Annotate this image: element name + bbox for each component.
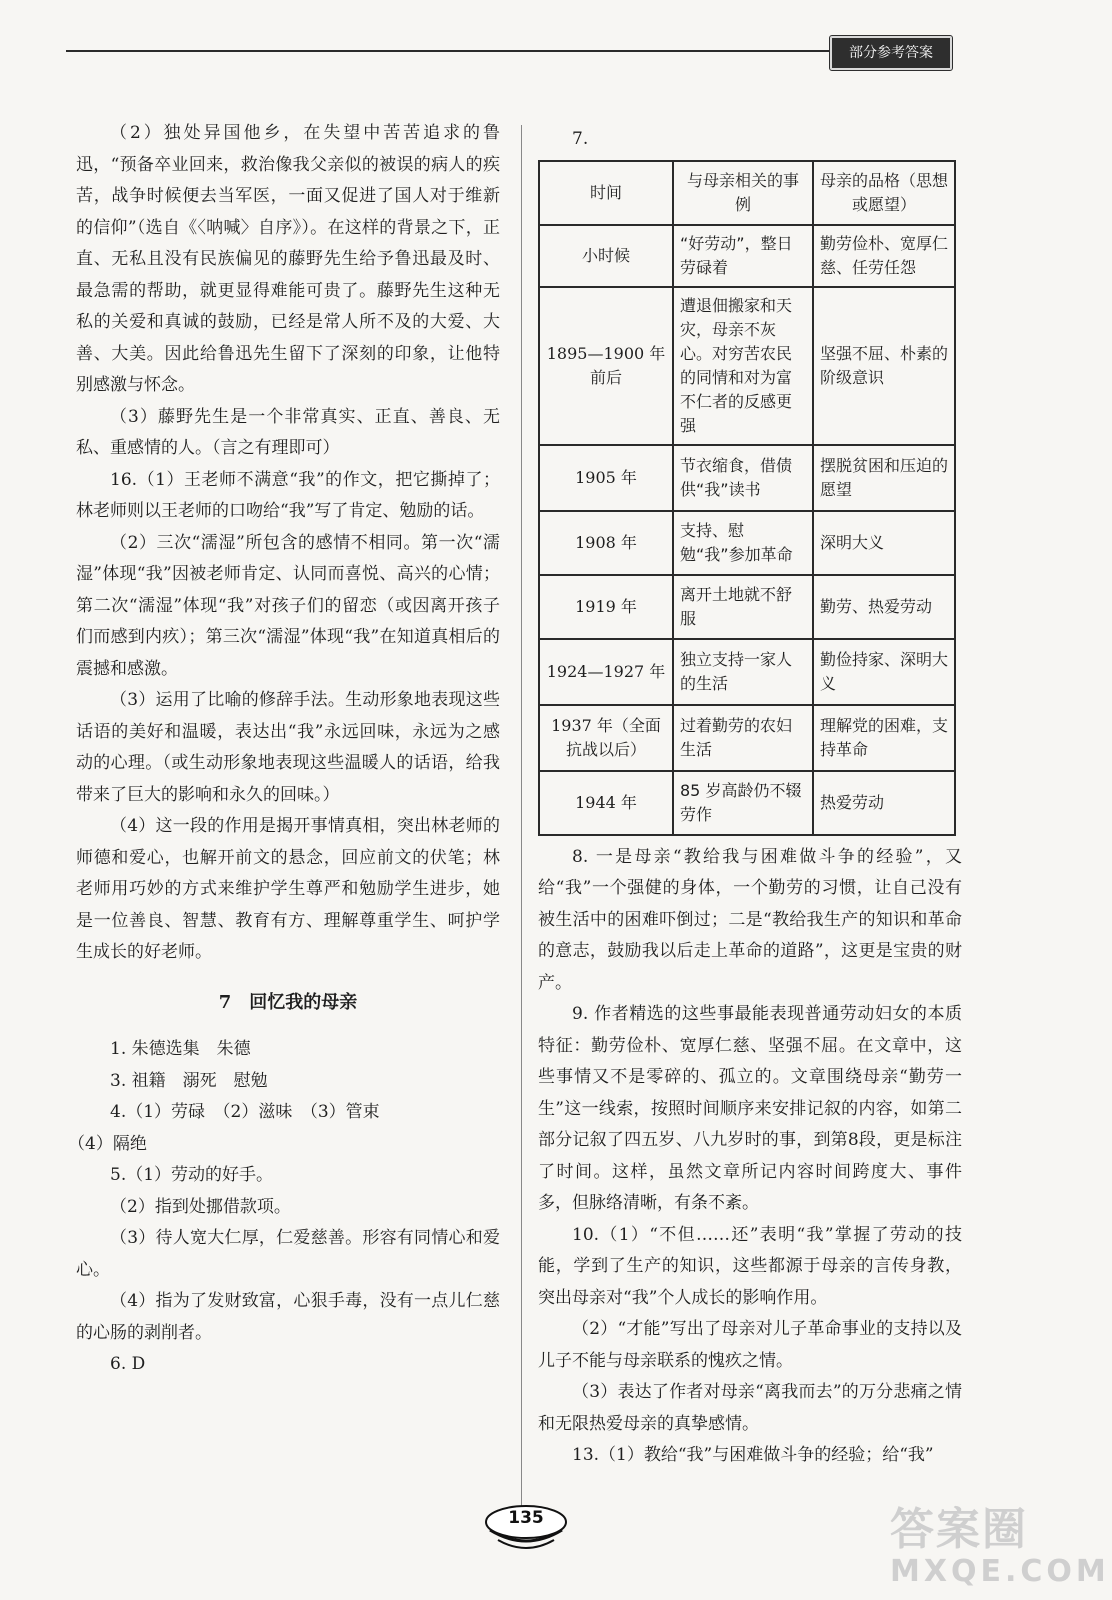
table-cell: 1919 年 (539, 575, 673, 639)
answer-line: （2）指到处挪借款项。 (110, 1196, 291, 1217)
answer-paragraph: 13.（1）教给“我”与困难做斗争的经验；给“我” (572, 1445, 934, 1465)
answer-paragraph: 16.（1）王老师不满意“我”的作文，把它撕掉了；林老师则以王老师的口吻给“我”写了肯定、勉励的话。 (76, 469, 500, 521)
left-column (68, 118, 500, 1381)
answer-paragraph: 8. 一是母亲“教给我与困难做斗争的经验”，又给“我”一个强健的身体，一个勤劳的习惯，让自己没有被生活中的困难吓倒过；二是“教给我生产的知识和革命的意志，鼓励我以后走上革命的道路”，这更是宝贵的财产。 (538, 846, 962, 993)
table-cell: 1937 年（全面抗战以后） (539, 705, 673, 771)
table-row (539, 575, 955, 639)
table-row (539, 445, 955, 511)
answer-line: 4.（1）劳碌 （2）滋味 （3）管束 (110, 1102, 380, 1122)
question-7-label: 7. (572, 129, 589, 149)
table-cell: 小时候 (539, 225, 673, 287)
table-cell: 勤劳、热爱劳动 (813, 575, 955, 639)
watermark (890, 1504, 1110, 1595)
column-divider (521, 125, 522, 1510)
table-header-row (539, 161, 955, 225)
table-cell: 1905 年 (539, 445, 673, 511)
table-cell: 摆脱贫困和压迫的愿望 (813, 445, 955, 511)
page-number: 135 (508, 1508, 544, 1528)
table-cell: 1895—1900 年前后 (539, 287, 673, 445)
answer-line: 3. 祖籍 溺死 慰勉 (110, 1070, 268, 1091)
answer-line: （3）待人宽大仁厚，仁爱慈善。形容有同情心和爱心。 (76, 1228, 500, 1280)
watermark-url: MXQE.COM (890, 1554, 1110, 1589)
answer-line: 1. 朱德选集 朱德 (110, 1039, 251, 1059)
table-row (539, 225, 955, 287)
table-cell: 独立支持一家人的生活 (673, 639, 813, 705)
table-header-cell: 母亲的品格（思想或愿望） (813, 161, 955, 225)
table-cell: 节衣缩食，借债供“我”读书 (673, 445, 813, 511)
section-title: 7 回忆我的母亲 (218, 991, 358, 1013)
table-cell: 离开土地就不舒服 (673, 575, 813, 639)
table-row (539, 287, 955, 445)
answer-line: 6. D (110, 1354, 146, 1374)
answer-paragraph: 10.（1）“不但……还”表明“我”掌握了劳动的技能，学到了生产的知识，这些都源于母亲的言传身教，突出母亲对“我”个人成长的影响作用。 (538, 1224, 962, 1308)
table-cell: 深明大义 (813, 511, 955, 575)
table-cell: 1924—1927 年 (539, 639, 673, 705)
watermark-title: 答案圈 (890, 1504, 1028, 1555)
header-rule (66, 50, 932, 52)
table-header-cell: 与母亲相关的事例 (673, 161, 813, 225)
table-cell: 过着勤劳的农妇生活 (673, 705, 813, 771)
table-cell: “好劳动”，整日劳碌着 (673, 225, 813, 287)
table-cell: 坚强不屈、朴素的阶级意识 (813, 287, 955, 445)
right-column (538, 118, 962, 1472)
table-cell: 支持、慰勉“我”参加革命 (673, 511, 813, 575)
answer-line: 5.（1）劳动的好手。 (110, 1165, 274, 1185)
table-cell: 1908 年 (539, 511, 673, 575)
table-cell: 勤劳俭朴、宽厚仁慈、任劳任怨 (813, 225, 955, 287)
table-cell: 热爱劳动 (813, 771, 955, 835)
answer-paragraph: （2）三次“濡湿”所包含的感情不相同。第一次“濡湿”体现“我”因被老师肯定、认同而喜悦、高兴的心情；第二次“濡湿”体现“我”对孩子们的留恋（或因离开孩子们而感到内疚）；第三次“濡湿”体现“我”在知道真相后的震撼和感激。 (76, 532, 500, 679)
table-cell: 遭退佃搬家和天灾，母亲不灰心。对穷苦农民的同情和对为富不仁者的反感更强 (673, 287, 813, 445)
answer-paragraph: （2）独处异国他乡，在失望中苦苦追求的鲁迅，“预备卒业回来，救治像我父亲似的被误的病人的疾苦，战争时候便去当军医，一面又促进了国人对于维新的信仰”（选自《〈呐喊〉自序》）。在这样的背景之下，正直、无私且没有民族偏见的藤野先生给予鲁迅最及时、最急需的帮助，就更显得难能可贵了。藤野先生这种无私的关爱和真诚的鼓励，已经是常人所不及的大爱、大善、大美。因此给鲁迅先生留下了深刻的印象，让他特别感激与怀念。 (76, 123, 500, 395)
table-cell: 勤俭持家、深明大义 (813, 639, 955, 705)
header-section-tab: 部分参考答案 (830, 36, 952, 70)
table-row (539, 705, 955, 771)
answer-paragraph: （3）表达了作者对母亲“离我而去”的万分悲痛之情和无限热爱母亲的真挚感情。 (538, 1382, 962, 1434)
table-row (539, 771, 955, 835)
answer-paragraph: 9. 作者精选的这些事最能表现普通劳动妇女的本质特征：勤劳俭朴、宽厚仁慈、坚强不屈。在文章中，这些事情又不是零碎的、孤立的。文章围绕母亲“勤劳一生”这一线索，按照时间顺序来安排记叙的内容，如第二部分记叙了四五岁、八九岁时的事，到第8段，更是标注了时间。这样，虽然文章所记内容时间跨度大、事件多，但脉络清晰，有条不紊。 (538, 1004, 962, 1213)
answer-paragraph: （3）运用了比喻的修辞手法。生动形象地表现这些话语的美好和温暖，表达出“我”永远回味，永远为之感动的心理。（或生动形象地表现这些温暖人的话语，给我带来了巨大的影响和永久的回味。） (76, 690, 500, 805)
table-cell: 85 岁高龄仍不辍劳作 (673, 771, 813, 835)
answer-paragraph: （2）“才能”写出了母亲对儿子革命事业的支持以及儿子不能与母亲联系的愧疚之情。 (538, 1319, 962, 1371)
table-cell: 1944 年 (539, 771, 673, 835)
table-row (539, 639, 955, 705)
answer-line: （4）指为了发财致富，心狠手毒，没有一点儿仁慈的心肠的剥削者。 (76, 1291, 500, 1343)
table-cell: 理解党的困难，支持革命 (813, 705, 955, 771)
answer-line: （4）隔绝 (68, 1133, 147, 1154)
answer-paragraph: （3）藤野先生是一个非常真实、正直、善良、无私、重感情的人。（言之有理即可） (76, 406, 500, 458)
mother-events-table (538, 160, 956, 836)
answer-paragraph: （4）这一段的作用是揭开事情真相，突出林老师的师德和爱心，也解开前文的悬念，回应前文的伏笔；林老师用巧妙的方式来维护学生尊严和勉励学生进步，她是一位善良、智慧、教育有方、理解尊重学生、呵护学生成长的好老师。 (76, 816, 500, 962)
table-header-cell: 时间 (539, 161, 673, 225)
table-row (539, 511, 955, 575)
